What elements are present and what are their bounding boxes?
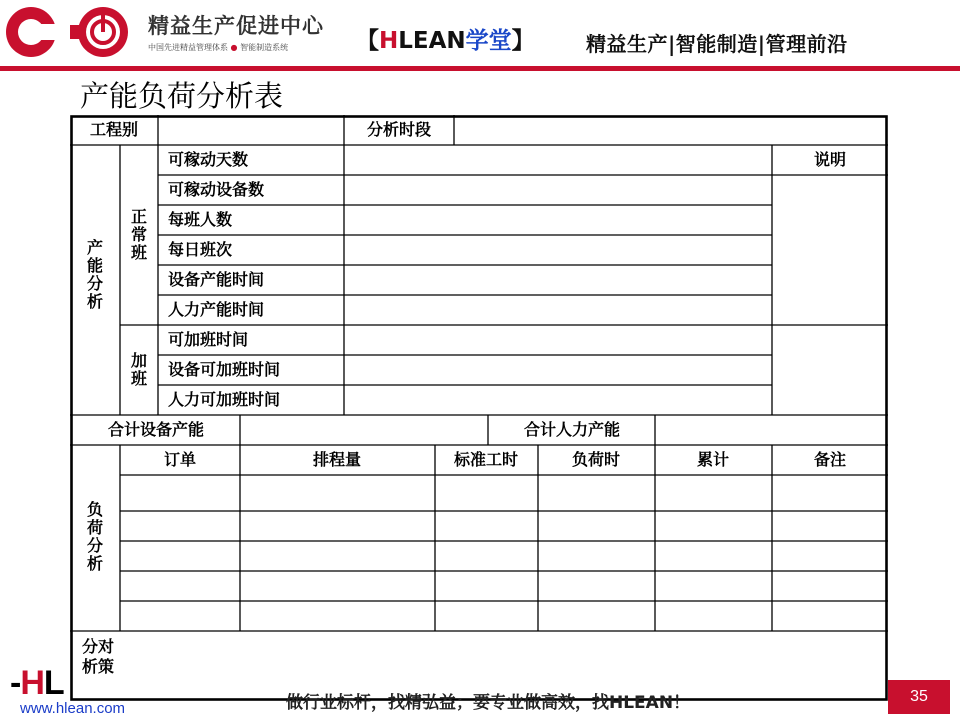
org-subtitle-separator: ● [230,43,238,52]
footer-logo-dash: - [10,664,21,702]
brand-bracket-open: 【 [356,28,379,54]
brand-lean: LEAN [398,28,466,54]
period-label: 分析时段 [366,120,432,139]
load-column-header: 标准工时 [453,450,519,469]
org-subtitle [148,42,288,53]
normal-row-label: 每班人数 [168,210,233,229]
load-column-header: 订单 [163,450,197,469]
total-labor-label: 合计人力产能 [523,420,621,439]
normal-shift-label: 正常班 [130,207,147,262]
process-input[interactable] [160,116,342,144]
footer-logo [10,664,64,703]
normal-row-label: 可稼动天数 [168,150,249,169]
org-subtitle-b: 智能制造系统 [240,43,289,52]
normal-row-label: 可稼动设备数 [168,180,265,199]
normal-row-label: 人力产能时间 [168,300,265,319]
footer-logo-h: H [20,664,44,702]
brand-logo [4,4,132,60]
footer-logo-rest: L [43,664,64,702]
load-group-label: 负荷分析 [86,500,103,573]
header-slogan: 精益生产|智能制造|管理前沿 [586,32,848,56]
total-equipment-label: 合计设备产能 [107,420,205,439]
normal-row-label: 设备产能时间 [168,270,265,289]
overtime-label: 加班 [130,351,147,388]
process-label: 工程别 [89,120,139,139]
capacity-load-form [70,115,888,701]
load-column-header: 负荷时 [571,450,621,469]
brand-xuetang: 学堂 [465,28,512,54]
load-column-header: 排程量 [312,450,362,469]
load-column-header: 备注 [813,450,847,469]
period-input[interactable] [456,116,884,144]
header-divider [0,66,960,71]
org-subtitle-a: 中国先进精益管理体系 [148,43,228,52]
org-name: 精益生产促进中心 [148,14,324,38]
brand-tag [356,22,535,55]
brand-h: H [379,28,399,54]
countermeasure-label: 分对析策 [82,637,115,676]
overtime-row-label: 人力可加班时间 [168,390,281,409]
note-label: 说明 [813,150,847,169]
brand-bracket-close: 】 [511,28,535,54]
load-column-header: 累计 [696,450,730,469]
footer-url-link[interactable]: www.hlean.com [20,700,126,717]
overtime-row-label: 可加班时间 [168,330,249,349]
page-title: 产能负荷分析表 [80,79,284,113]
normal-row-label: 每日班次 [168,240,233,259]
footer-motto: 做行业标杆，找精弘益；要专业做高效，找HLEAN！ [286,693,691,713]
overtime-row-label: 设备可加班时间 [168,360,281,379]
capacity-group-label: 产能分析 [86,238,103,311]
page-number: 35 [888,680,950,714]
